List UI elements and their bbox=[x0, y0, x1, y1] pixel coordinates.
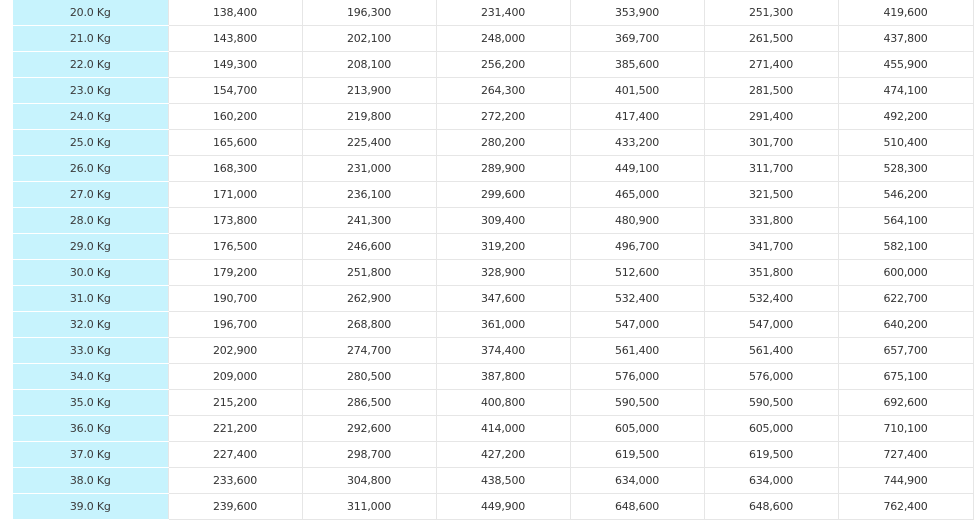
rate-cell: 744,900 bbox=[838, 468, 973, 494]
rate-cell: 510,400 bbox=[838, 130, 973, 156]
rate-cell: 213,900 bbox=[302, 78, 436, 104]
rate-cell: 419,600 bbox=[838, 0, 973, 26]
rate-cell: 347,600 bbox=[436, 286, 570, 312]
table-row bbox=[13, 130, 973, 156]
table-row bbox=[13, 156, 973, 182]
rate-cell: 165,600 bbox=[168, 130, 302, 156]
table-row bbox=[13, 52, 973, 78]
rate-cell: 387,800 bbox=[436, 364, 570, 390]
rate-cell: 231,400 bbox=[436, 0, 570, 26]
rate-cell: 299,600 bbox=[436, 182, 570, 208]
rate-cell: 251,800 bbox=[302, 260, 436, 286]
rate-cell: 289,900 bbox=[436, 156, 570, 182]
rate-cell: 600,000 bbox=[838, 260, 973, 286]
rate-cell: 547,000 bbox=[570, 312, 704, 338]
rate-cell: 762,400 bbox=[838, 494, 973, 520]
table-row bbox=[13, 338, 973, 364]
weight-cell: 27.0 Kg bbox=[13, 182, 168, 208]
rate-cell: 215,200 bbox=[168, 390, 302, 416]
table-row bbox=[13, 260, 973, 286]
rate-cell: 417,400 bbox=[570, 104, 704, 130]
table-row bbox=[13, 78, 973, 104]
rate-cell: 547,000 bbox=[704, 312, 838, 338]
table-row bbox=[13, 182, 973, 208]
rate-cell: 319,200 bbox=[436, 234, 570, 260]
rate-cell: 528,300 bbox=[838, 156, 973, 182]
rate-cell: 361,000 bbox=[436, 312, 570, 338]
rate-cell: 437,800 bbox=[838, 26, 973, 52]
rate-cell: 261,500 bbox=[704, 26, 838, 52]
table-row bbox=[13, 312, 973, 338]
rate-cell: 221,200 bbox=[168, 416, 302, 442]
table-row bbox=[13, 390, 973, 416]
rate-cell: 190,700 bbox=[168, 286, 302, 312]
rate-cell: 492,200 bbox=[838, 104, 973, 130]
rate-cell: 154,700 bbox=[168, 78, 302, 104]
rate-cell: 561,400 bbox=[704, 338, 838, 364]
weight-cell: 25.0 Kg bbox=[13, 130, 168, 156]
rate-cell: 233,600 bbox=[168, 468, 302, 494]
rate-cell: 328,900 bbox=[436, 260, 570, 286]
rate-cell: 286,500 bbox=[302, 390, 436, 416]
weight-cell: 24.0 Kg bbox=[13, 104, 168, 130]
rate-cell: 605,000 bbox=[570, 416, 704, 442]
rate-cell: 208,100 bbox=[302, 52, 436, 78]
rate-cell: 219,800 bbox=[302, 104, 436, 130]
rate-cell: 225,400 bbox=[302, 130, 436, 156]
rate-cell: 564,100 bbox=[838, 208, 973, 234]
rate-cell: 256,200 bbox=[436, 52, 570, 78]
rate-cell: 143,800 bbox=[168, 26, 302, 52]
rate-cell: 274,700 bbox=[302, 338, 436, 364]
rate-cell: 251,300 bbox=[704, 0, 838, 26]
rate-cell: 248,000 bbox=[436, 26, 570, 52]
rate-cell: 262,900 bbox=[302, 286, 436, 312]
table-row bbox=[13, 0, 973, 26]
rate-cell: 532,400 bbox=[704, 286, 838, 312]
rate-cell: 246,600 bbox=[302, 234, 436, 260]
rate-cell: 400,800 bbox=[436, 390, 570, 416]
rate-cell: 496,700 bbox=[570, 234, 704, 260]
rate-cell: 634,000 bbox=[704, 468, 838, 494]
rate-cell: 474,100 bbox=[838, 78, 973, 104]
rate-cell: 280,200 bbox=[436, 130, 570, 156]
rate-cell: 241,300 bbox=[302, 208, 436, 234]
rate-cell: 202,100 bbox=[302, 26, 436, 52]
table-row bbox=[13, 494, 973, 520]
rate-cell: 268,800 bbox=[302, 312, 436, 338]
table-row bbox=[13, 208, 973, 234]
table-row bbox=[13, 416, 973, 442]
weight-cell: 23.0 Kg bbox=[13, 78, 168, 104]
rate-cell: 291,400 bbox=[704, 104, 838, 130]
rate-cell: 236,100 bbox=[302, 182, 436, 208]
weight-cell: 31.0 Kg bbox=[13, 286, 168, 312]
rate-cell: 675,100 bbox=[838, 364, 973, 390]
weight-cell: 33.0 Kg bbox=[13, 338, 168, 364]
rate-cell: 449,100 bbox=[570, 156, 704, 182]
rate-cell: 173,800 bbox=[168, 208, 302, 234]
rate-cell: 209,000 bbox=[168, 364, 302, 390]
rate-cell: 311,000 bbox=[302, 494, 436, 520]
rate-cell: 331,800 bbox=[704, 208, 838, 234]
rate-cell: 196,300 bbox=[302, 0, 436, 26]
weight-cell: 32.0 Kg bbox=[13, 312, 168, 338]
rate-cell: 281,500 bbox=[704, 78, 838, 104]
weight-cell: 34.0 Kg bbox=[13, 364, 168, 390]
table-row bbox=[13, 364, 973, 390]
rate-cell: 532,400 bbox=[570, 286, 704, 312]
rate-cell: 374,400 bbox=[436, 338, 570, 364]
rate-cell: 480,900 bbox=[570, 208, 704, 234]
weight-cell: 36.0 Kg bbox=[13, 416, 168, 442]
rate-cell: 385,600 bbox=[570, 52, 704, 78]
rate-cell: 171,000 bbox=[168, 182, 302, 208]
rate-cell: 239,600 bbox=[168, 494, 302, 520]
rate-cell: 401,500 bbox=[570, 78, 704, 104]
rate-cell: 264,300 bbox=[436, 78, 570, 104]
rate-cell: 546,200 bbox=[838, 182, 973, 208]
table-row bbox=[13, 442, 973, 468]
rate-cell: 168,300 bbox=[168, 156, 302, 182]
rate-cell: 304,800 bbox=[302, 468, 436, 494]
rate-cell: 438,500 bbox=[436, 468, 570, 494]
rate-cell: 202,900 bbox=[168, 338, 302, 364]
rate-cell: 449,900 bbox=[436, 494, 570, 520]
rate-cell: 231,000 bbox=[302, 156, 436, 182]
rate-cell: 160,200 bbox=[168, 104, 302, 130]
rate-cell: 590,500 bbox=[704, 390, 838, 416]
rate-cell: 138,400 bbox=[168, 0, 302, 26]
rate-cell: 309,400 bbox=[436, 208, 570, 234]
rate-cell: 271,400 bbox=[704, 52, 838, 78]
rate-cell: 619,500 bbox=[704, 442, 838, 468]
rate-cell: 321,500 bbox=[704, 182, 838, 208]
rate-cell: 648,600 bbox=[704, 494, 838, 520]
rate-cell: 369,700 bbox=[570, 26, 704, 52]
rate-cell: 196,700 bbox=[168, 312, 302, 338]
table-row bbox=[13, 104, 973, 130]
rate-cell: 179,200 bbox=[168, 260, 302, 286]
shipping-rate-table bbox=[13, 0, 974, 520]
weight-cell: 30.0 Kg bbox=[13, 260, 168, 286]
rate-cell: 427,200 bbox=[436, 442, 570, 468]
rate-cell: 292,600 bbox=[302, 416, 436, 442]
rate-cell: 622,700 bbox=[838, 286, 973, 312]
rate-cell: 465,000 bbox=[570, 182, 704, 208]
weight-cell: 38.0 Kg bbox=[13, 468, 168, 494]
rate-table-body bbox=[13, 0, 973, 520]
rate-cell: 301,700 bbox=[704, 130, 838, 156]
weight-cell: 26.0 Kg bbox=[13, 156, 168, 182]
rate-cell: 311,700 bbox=[704, 156, 838, 182]
table-row bbox=[13, 234, 973, 260]
rate-cell: 648,600 bbox=[570, 494, 704, 520]
table-row bbox=[13, 468, 973, 494]
rate-cell: 640,200 bbox=[838, 312, 973, 338]
rate-cell: 433,200 bbox=[570, 130, 704, 156]
rate-cell: 561,400 bbox=[570, 338, 704, 364]
rate-cell: 227,400 bbox=[168, 442, 302, 468]
weight-cell: 20.0 Kg bbox=[13, 0, 168, 26]
rate-cell: 414,000 bbox=[436, 416, 570, 442]
rate-cell: 605,000 bbox=[704, 416, 838, 442]
rate-cell: 176,500 bbox=[168, 234, 302, 260]
rate-cell: 710,100 bbox=[838, 416, 973, 442]
table-row bbox=[13, 286, 973, 312]
weight-cell: 35.0 Kg bbox=[13, 390, 168, 416]
weight-cell: 22.0 Kg bbox=[13, 52, 168, 78]
weight-cell: 21.0 Kg bbox=[13, 26, 168, 52]
rate-cell: 619,500 bbox=[570, 442, 704, 468]
rate-cell: 298,700 bbox=[302, 442, 436, 468]
rate-cell: 692,600 bbox=[838, 390, 973, 416]
table-row bbox=[13, 26, 973, 52]
rate-cell: 512,600 bbox=[570, 260, 704, 286]
rate-cell: 582,100 bbox=[838, 234, 973, 260]
rate-cell: 341,700 bbox=[704, 234, 838, 260]
rate-cell: 353,900 bbox=[570, 0, 704, 26]
rate-cell: 351,800 bbox=[704, 260, 838, 286]
rate-cell: 455,900 bbox=[838, 52, 973, 78]
rate-cell: 576,000 bbox=[570, 364, 704, 390]
rate-cell: 576,000 bbox=[704, 364, 838, 390]
rate-cell: 634,000 bbox=[570, 468, 704, 494]
rate-cell: 657,700 bbox=[838, 338, 973, 364]
weight-cell: 28.0 Kg bbox=[13, 208, 168, 234]
weight-cell: 37.0 Kg bbox=[13, 442, 168, 468]
rate-cell: 727,400 bbox=[838, 442, 973, 468]
rate-cell: 280,500 bbox=[302, 364, 436, 390]
rate-cell: 590,500 bbox=[570, 390, 704, 416]
rate-cell: 149,300 bbox=[168, 52, 302, 78]
weight-cell: 29.0 Kg bbox=[13, 234, 168, 260]
weight-cell: 39.0 Kg bbox=[13, 494, 168, 520]
rate-cell: 272,200 bbox=[436, 104, 570, 130]
